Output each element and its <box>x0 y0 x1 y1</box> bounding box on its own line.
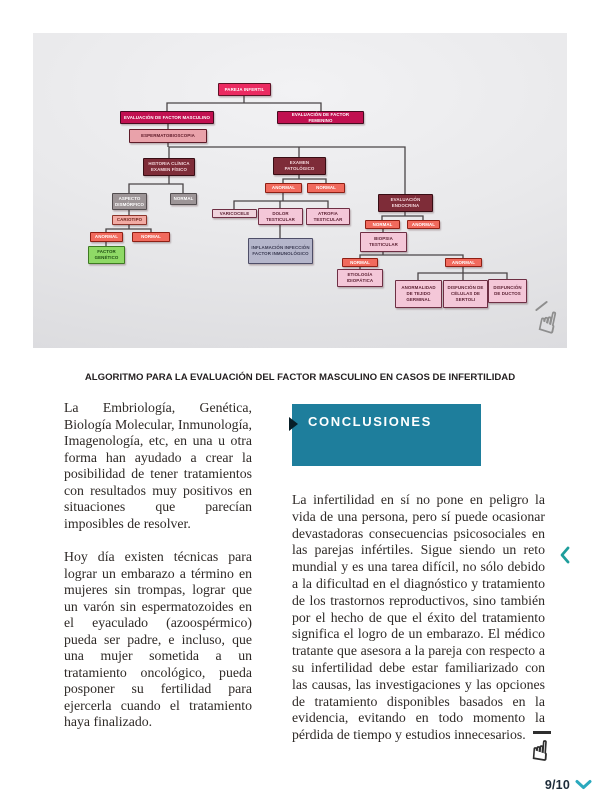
conclusions-body: La infertilidad en sí no pone en peligro la vida de una persona, pero sí puede ocasionar devastadoras consecuencias psicosociales en las parejas infértiles. Sigue siendo un reto mundial y es una tarea difícil, no sólo debido a la dificultad en el diagnóstico y tratamiento de los trastornos reproductivos, sino también por el hecho de que el éxito del tratamiento significa el logro de un embarazo. El médico tratante que asesora a la pareja con respecto a su infertilidad debe estar familiarizado con las causas, las investigaciones y las opciones de tratamiento disponibles basados en la evidencia, evitando en todo momento la pérdida de tiempo y estudios innecesarios. <box>292 492 545 743</box>
page-footer <box>545 778 592 792</box>
flow-node-aspecto-dismorfico: ASPECTO DISMÓRFICO <box>112 193 147 210</box>
flow-node-factor-femenino: EVALUACIÓN DE FACTOR FEMENINO <box>277 111 364 124</box>
flow-node-anormal-patologico: ANORMAL <box>265 183 302 193</box>
flow-node-historia-clinica: HISTORIA CLÍNICA EXAMEN FÍSICO <box>143 158 195 176</box>
paragraph-1: La Embriología, Genética, Biología Molecular, Inmunología, Imagenología, etc, en una u otra forma han ayudado a crear la posibilidad de tener tratamientos con resultados muy positivos en situaciones que parecían imposibles de resolver. <box>64 400 252 531</box>
flow-node-anormalidad-tejido-germinal: ANORMALIDAD DE TEJIDO GERMINAL <box>395 280 442 308</box>
figure-caption: ALGORITMO PARA LA EVALUACIÓN DEL FACTOR MASCULINO EN CASOS DE INFERTILIDAD <box>84 372 516 383</box>
flow-node-normal-cariotipo: NORMAL <box>132 232 170 242</box>
flow-node-biopsia-testicular: BIOPSIA TESTICULAR <box>360 232 407 252</box>
flow-node-anormal-biopsia: ANORMAL <box>445 258 482 267</box>
flow-node-cariotipo: CARIOTIPO <box>112 215 147 225</box>
right-column <box>292 404 545 744</box>
conclusions-heading <box>292 404 481 466</box>
flow-node-factor-masculino: EVALUACIÓN DE FACTOR MASCULINO <box>120 111 214 124</box>
swipe-hand-icon: ☝ <box>535 299 569 345</box>
paragraph-2: Hoy día existen técnicas para lograr un embarazo a término en mujeres sin trompas, lograr que un varón sin espermatozoides en el eyaculado (azoospérmico) pueda ser padre, e incluso, que una mujer sometida a un tratamiento oncológico, pueda posponer su fertilidad para ejercerla cuando el tratamiento haya finalizado. <box>64 549 252 729</box>
flow-node-factor-genetico: FACTOR GENÉTICO <box>88 246 125 264</box>
flow-node-anormal-endocrina: ANORMAL <box>407 220 440 229</box>
tap-hand-icon: ☝ <box>531 729 571 775</box>
flow-node-etiologia-idiopatica: ETIOLOGÍA IDIOPÁTICA <box>337 269 383 287</box>
flow-node-normal-patologico: NORMAL <box>307 183 345 193</box>
flow-node-normal-endocrina: NORMAL <box>365 220 400 229</box>
flow-node-normal-biopsia: NORMAL <box>342 258 378 267</box>
flow-node-examen-patologico: EXAMEN PATOLÓGICO <box>273 157 326 175</box>
tap-surface-line <box>533 731 551 734</box>
flow-node-espermatobioscopia: ESPERMATOBIOSCOPIA <box>129 129 207 143</box>
left-column <box>64 400 252 748</box>
flow-node-atrofia-testicular: ATROFIA TESTICULAR <box>306 208 350 225</box>
previous-page-chevron-icon[interactable] <box>558 545 572 565</box>
conclusions-title: CONCLUSIONES <box>308 414 432 429</box>
next-page-chevron-icon[interactable] <box>575 779 592 791</box>
flow-node-dolor-testicular: DOLOR TESTICULAR <box>258 208 303 225</box>
flow-node-inflamacion-infeccion: INFLAMACIÓN INFECCIÓN FACTOR INMUNOLÓGICO <box>248 238 313 264</box>
flow-node-normal-fisico: NORMAL <box>170 193 197 205</box>
flow-node-anormal-cariotipo: ANORMAL <box>90 232 123 242</box>
flow-node-disfuncion-ductos: DISFUNCIÓN DE DUCTOS <box>488 279 527 303</box>
figure-image[interactable] <box>33 33 567 348</box>
flow-node-evaluacion-endocrina: EVALUACIÓN ENDOCRINA <box>378 194 433 212</box>
arrow-right-icon <box>289 417 298 431</box>
flow-node-disfuncion-celulas-sertoli: DISFUNCIÓN DE CÉLULAS DE SERTOLI <box>443 280 488 308</box>
page-number: 9/10 <box>544 778 570 792</box>
flow-node-pareja-infertil: PAREJA INFERTIL <box>218 83 271 96</box>
flow-node-varicocele: VARICOCELE <box>212 209 257 218</box>
